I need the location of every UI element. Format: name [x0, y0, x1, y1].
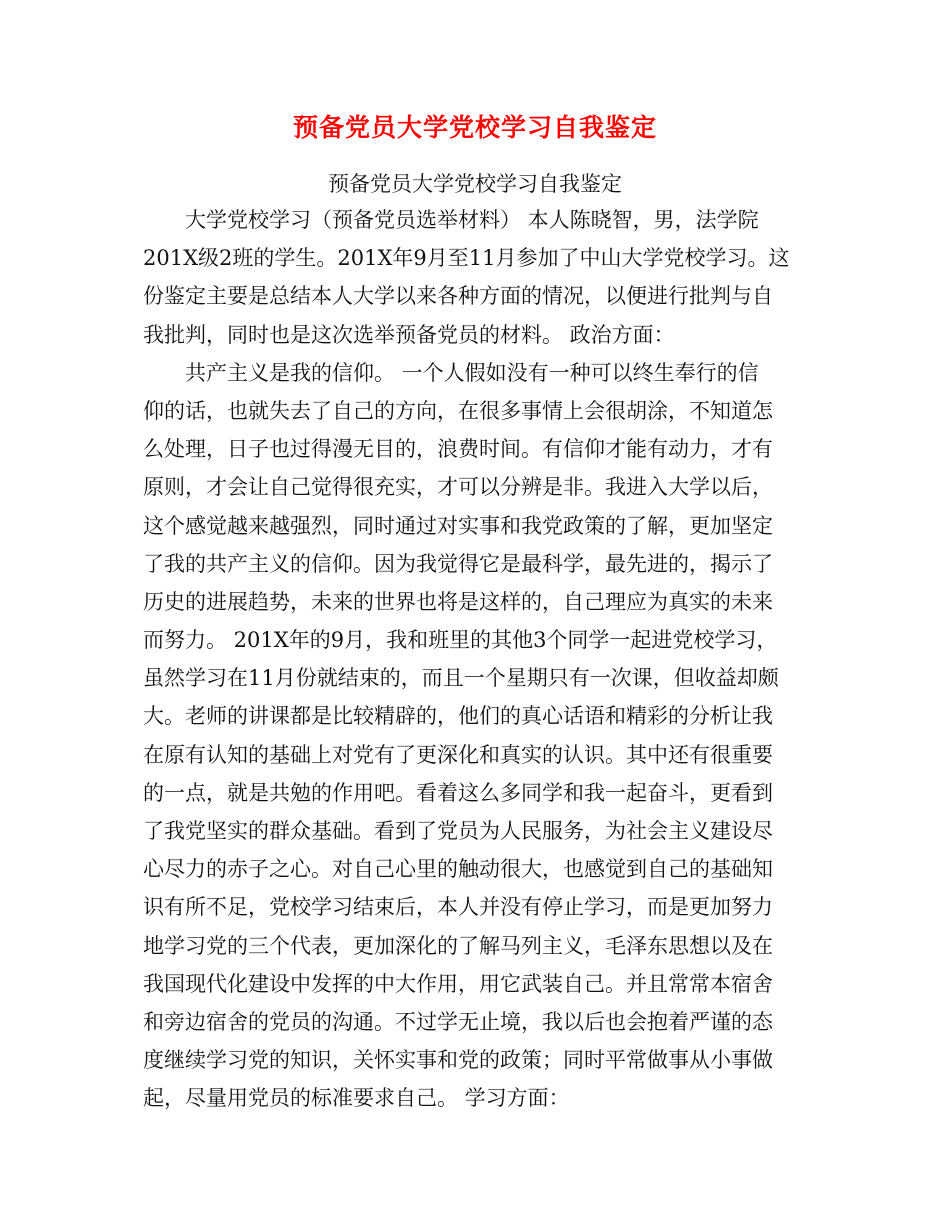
body-line: 201X级2班的学生。201X年9月至11月参加了中山大学党校学习。这 [143, 246, 790, 271]
body-line: 份鉴定主要是总结本人大学以来各种方面的情况，以便进行批判与自 [143, 284, 773, 309]
body-line: 的一点，就是共勉的作用吧。看着这么多同学和我一起奋斗，更看到 [143, 780, 773, 805]
body-line: 仰的话，也就失去了自己的方向，在很多事情上会很胡涂，不知道怎 [143, 398, 773, 423]
body-line: 和旁边宿舍的党员的沟通。不过学无止境，我以后也会抱着严谨的态 [143, 1009, 773, 1034]
body-line: 原则，才会让自己觉得很充实，才可以分辨是非。我进入大学以后， [143, 475, 773, 500]
body-line: 心尽力的赤子之心。对自己心里的触动很大，也感觉到自己的基础知 [143, 857, 773, 882]
body-line: 起，尽量用党员的标准要求自己。 学习方面： [143, 1086, 570, 1111]
document-body [143, 201, 807, 1118]
body-line: 虽然学习在11月份就结束的，而且一个星期只有一次课，但收益却颇 [143, 666, 779, 691]
body-line: 我批判，同时也是这次选举预备党员的材料。 政治方面： [143, 322, 675, 347]
body-line: 么处理，日子也过得漫无目的，浪费时间。有信仰才能有动力，才有 [143, 437, 773, 462]
body-line: 大学党校学习（预备党员选举材料） 本人陈晓智，男，法学院 [185, 208, 759, 232]
body-line: 在原有认知的基础上对党有了更深化和真实的认识。其中还有很重要 [143, 742, 773, 767]
body-line: 了我党坚实的群众基础。看到了党员为人民服务，为社会主义建设尽 [143, 819, 773, 843]
body-line: 大。老师的讲课都是比较精辟的，他们的真心话语和精彩的分析让我 [143, 704, 773, 729]
body-line: 我国现代化建设中发挥的中大作用，用它武装自己。并且常常本宿舍 [143, 971, 773, 996]
body-line: 度继续学习党的知识，关怀实事和党的政策；同时平常做事从小事做 [143, 1048, 773, 1073]
body-line: 历史的进展趋势，未来的世界也将是这样的，自己理应为真实的未来 [143, 589, 773, 614]
document-title: 预备党员大学党校学习自我鉴定 [292, 113, 657, 142]
body-line: 这个感觉越来越强烈，同时通过对实事和我党政策的了解，更加坚定 [143, 513, 773, 538]
document-subtitle: 预备党员大学党校学习自我鉴定 [328, 172, 622, 196]
body-line: 识有所不足，党校学习结束后，本人并没有停止学习，而是更加努力 [143, 895, 773, 920]
body-line: 而努力。 201X年的9月，我和班里的其他3个同学一起进党校学习， [143, 628, 778, 653]
body-line: 了我的共产主义的信仰。因为我觉得它是最科学，最先进的，揭示了 [143, 551, 773, 576]
body-line: 地学习党的三个代表，更加深化的了解马列主义，毛泽东思想以及在 [143, 933, 773, 958]
body-line: 共产主义是我的信仰。 一个人假如没有一种可以终生奉行的信 [185, 360, 759, 385]
